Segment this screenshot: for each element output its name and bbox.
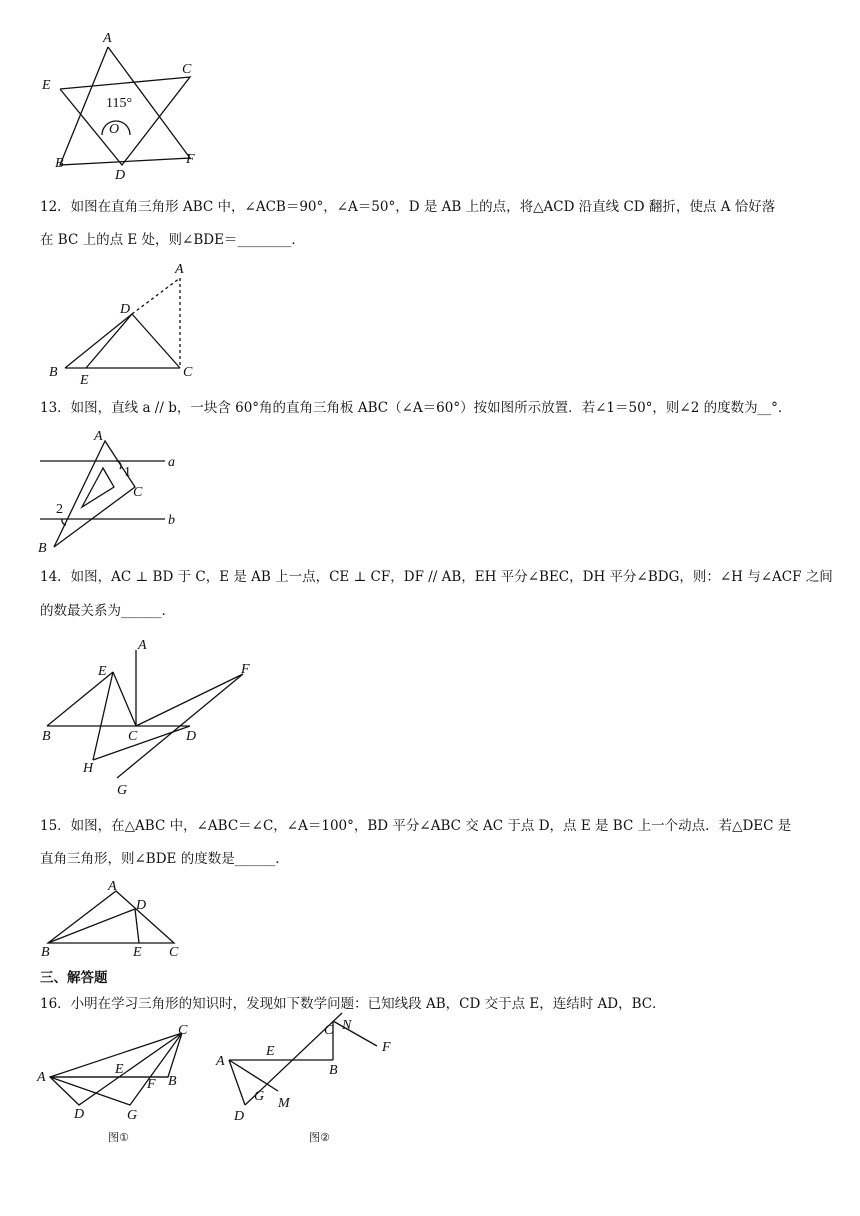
line-DC	[132, 314, 180, 368]
figure-star	[30, 25, 210, 185]
label-G: G	[127, 1108, 138, 1123]
q14-line1: 14．如图，AC ⊥ BD 于 C，E 是 AB 上一点，CE ⊥ CF，DF // AB，EH 平分∠BEC，DH 平分∠BDG，则：∠H 与∠ACF 之间	[40, 569, 833, 585]
label-B: B	[168, 1074, 177, 1089]
label-B: B	[55, 156, 64, 171]
label-B: B	[49, 365, 58, 380]
line-AD	[229, 1060, 245, 1105]
line-EC	[113, 672, 136, 726]
figure-q12	[40, 258, 210, 388]
line-BD	[48, 909, 135, 943]
figure-q12-svg	[40, 258, 210, 388]
label-D: D	[136, 898, 147, 913]
label-A: A	[216, 1054, 225, 1069]
label-C: C	[128, 729, 138, 744]
star-triangle-2	[60, 77, 190, 165]
label-B: B	[42, 729, 51, 744]
q14-line2: 的数最关系为______．	[40, 603, 175, 619]
label-D: D	[115, 168, 126, 183]
line-DE	[86, 314, 132, 368]
figure-q16-1-svg	[32, 1025, 197, 1150]
triangle-outer	[54, 441, 135, 547]
label-A: A	[108, 879, 117, 894]
label-F: F	[382, 1040, 391, 1055]
label-B: B	[41, 945, 50, 960]
label-E: E	[266, 1044, 275, 1059]
label-a: a	[168, 455, 175, 470]
label-H: H	[83, 761, 94, 776]
label-E: E	[133, 945, 142, 960]
label-b: b	[168, 513, 175, 528]
label-D: D	[74, 1107, 85, 1122]
label-D: D	[120, 302, 131, 317]
label-E: E	[80, 373, 89, 388]
label-C: C	[182, 62, 192, 77]
line-CF	[333, 1021, 377, 1046]
line-HD	[93, 726, 190, 760]
label-G: G	[254, 1089, 265, 1104]
label-C: C	[133, 485, 143, 500]
figure-q14	[35, 632, 265, 802]
q16-line1: 16．小明在学习三角形的知识时，发现如下数学问题：已知线段 AB，CD 交于点 E，连结时 AD，BC．	[40, 996, 666, 1012]
caption-fig1: 图①	[108, 1131, 129, 1144]
label-O: O	[109, 122, 120, 137]
figure-q13-svg	[30, 425, 200, 555]
figure-q14-svg	[35, 632, 265, 802]
label-G: G	[117, 783, 128, 798]
caption-fig2: 图②	[309, 1131, 330, 1144]
figure-star-svg	[30, 25, 210, 185]
figure-q15	[38, 876, 188, 961]
label-E: E	[115, 1062, 124, 1077]
q12-line1: 12．如图在直角三角形 ABC 中，∠ACB＝90°，∠A＝50°，D 是 AB 上的点，将△ACD 沿直线 CD 翻折，使点 A 恰好落	[40, 199, 776, 215]
angle-label: 115°	[106, 96, 133, 111]
figure-q13	[30, 425, 200, 555]
label-C: C	[324, 1023, 334, 1038]
label-1: 1	[124, 465, 131, 480]
label-B: B	[329, 1063, 338, 1078]
figure-q16-1	[32, 1025, 197, 1150]
q13-line1: 13．如图，直线 a // b，一块含 60°角的直角三角板 ABC（∠A＝60°）按如图所示放置．若∠1＝50°，则∠2 的度数为__°．	[40, 400, 792, 416]
line-AM	[229, 1060, 278, 1091]
label-A: A	[138, 638, 147, 653]
label-C: C	[178, 1023, 188, 1038]
q12-line2: 在 BC 上的点 E 处，则∠BDE＝________．	[40, 232, 305, 248]
label-F: F	[186, 152, 195, 167]
label-M: M	[278, 1096, 290, 1111]
q15-line1: 15．如图，在△ABC 中，∠ABC＝∠C，∠A＝100°，BD 平分∠ABC 交 AC 于点 D，点 E 是 BC 上一个动点．若△DEC 是	[40, 818, 792, 834]
label-A: A	[37, 1070, 46, 1085]
label-A: A	[103, 31, 112, 46]
triangle-inner	[82, 468, 114, 507]
label-2: 2	[56, 502, 63, 517]
label-N: N	[342, 1018, 352, 1033]
label-E: E	[42, 78, 51, 93]
line-BD	[65, 314, 132, 368]
dash-DA	[132, 278, 180, 314]
label-A: A	[175, 262, 184, 277]
label-F: F	[147, 1077, 156, 1092]
label-C: C	[169, 945, 179, 960]
section-heading: 三、解答题	[40, 970, 108, 986]
label-A: A	[94, 429, 103, 444]
label-C: C	[183, 365, 193, 380]
label-E: E	[98, 664, 107, 679]
label-F: F	[241, 662, 250, 677]
figure-q16-2-svg	[212, 1018, 402, 1150]
figure-q15-svg	[38, 876, 188, 961]
line-DE	[135, 909, 139, 943]
figure-q16-2	[212, 1018, 402, 1150]
label-D: D	[234, 1109, 245, 1124]
label-D: D	[186, 729, 197, 744]
label-B: B	[38, 541, 47, 556]
q15-line2: 直角三角形，则∠BDE 的度数是______．	[40, 851, 289, 867]
